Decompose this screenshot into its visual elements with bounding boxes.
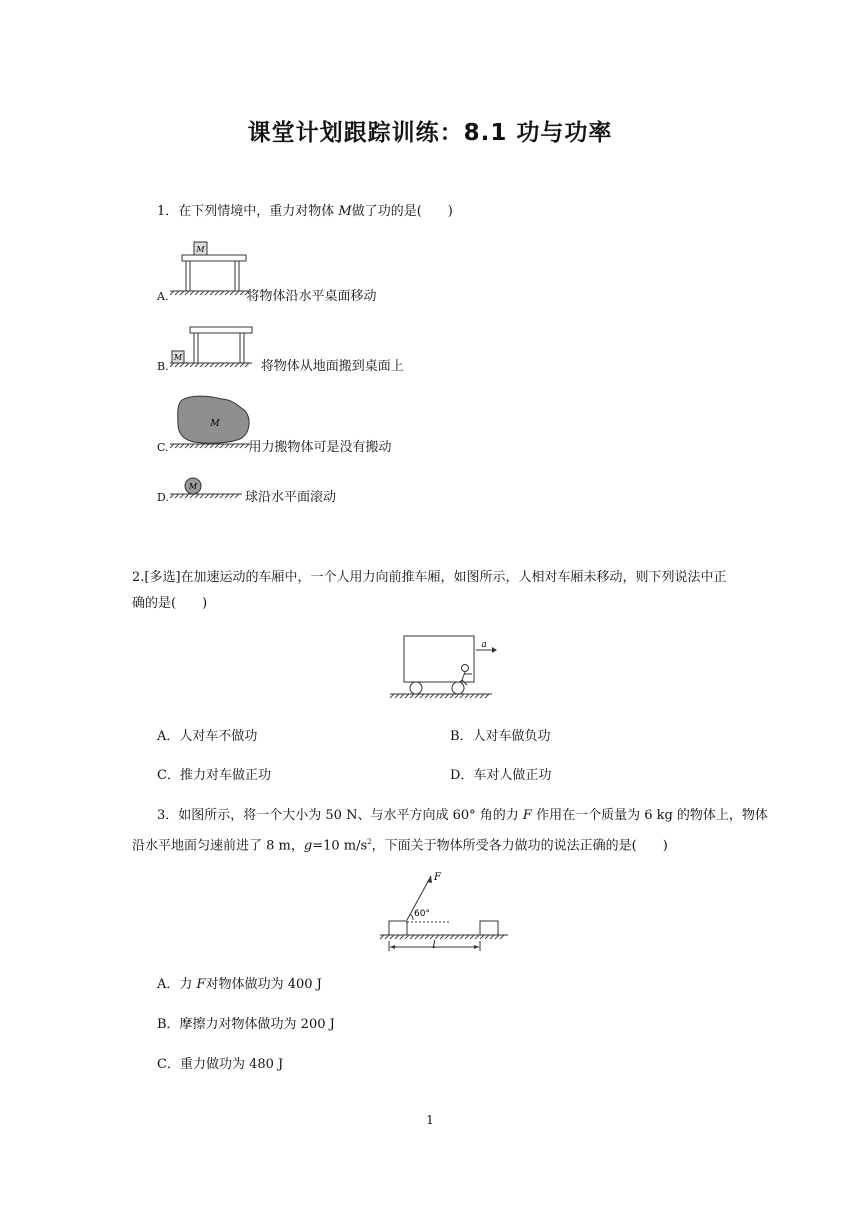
q2-option-b[interactable]: B．人对车做负功 [450,729,551,744]
q1-b-mass-label: M [173,353,183,362]
q1-option-c-text: 用力搬物体可是没有搬动 [248,440,392,455]
q1-option-b-text: 将物体从地面搬到桌面上 [256,359,404,374]
q3-option-b[interactable]: B．摩擦力对物体做功为 200 J [157,1017,335,1032]
q1-stem-post: 做了功的是( ) [351,204,453,219]
q3-stem-line2-sup: 2 [367,838,372,846]
q3-stem-line2-a: 沿水平地面匀速前进了 8 m， [132,838,304,854]
q3-option-a-var: F [196,977,206,992]
q1-option-b-label: B. [157,360,169,373]
q1-option-d[interactable] [157,490,336,506]
q1-option-b[interactable] [157,359,404,375]
q2-option-a[interactable]: A．人对车不做功 [157,729,258,744]
q1-option-a-label: A. [157,290,169,303]
q1-option-d-text: 球沿水平面滚动 [244,490,336,505]
q2-stem-line2: 确的是( ) [132,596,208,611]
q3-figure-force-diagram [376,868,512,954]
q1-d-mass-label: M [188,482,198,491]
q2-acceleration-label: a [481,640,487,650]
q1-option-c[interactable] [157,440,392,456]
q3-stem-line2-b: =10 m/s [312,838,368,854]
page-number: 1 [426,1113,434,1127]
q1-stem [157,204,453,220]
q1-option-a[interactable] [157,289,376,305]
q3-option-c[interactable]: C．重力做功为 480 J [157,1057,284,1072]
q3-angle-label: 60° [414,909,430,919]
q1-stem-pre: 1．在下列情境中，重力对物体 [157,204,339,219]
q3-stem-line1-var: F [522,808,532,823]
q3-stem-line1-a: 3．如图所示，将一个大小为 50 N、与水平方向成 60° 角的力 [157,808,523,823]
q3-option-a-post: 对物体做功为 400 J [205,977,322,992]
q2-option-d[interactable]: D．车对人做正功 [450,768,552,783]
q3-distance-label: l [432,940,436,951]
q1-c-mass-label: M [210,419,220,429]
q1-option-d-label: D. [157,491,169,504]
q3-option-a-pre: A．力 [157,977,197,992]
q3-stem-line1 [157,808,768,824]
q1-stem-var: M [338,204,352,219]
q1-option-a-text: 将物体沿水平桌面移动 [246,289,377,304]
q3-stem-line2-c: ，下面关于物体所受各力做功的说法正确的是( ) [371,838,668,854]
q2-stem-line1: 2.[多选]在加速运动的车厢中，一个人用力向前推车厢，如图所示，人相对车厢未移动，则下列说法中正 [132,570,727,585]
q2-figure-train-car [386,632,502,704]
q3-option-a[interactable] [157,977,322,993]
q1-a-mass-label: M [196,245,205,254]
q3-stem-line1-b: 作用在一个质量为 6 kg 的物体上，物体 [531,808,768,823]
q2-option-c[interactable]: C．推力对车做正功 [157,768,271,783]
page-title: 课堂计划跟踪训练：8.1 功与功率 [247,120,613,146]
q3-force-label: F [434,872,441,883]
q3-stem-line2-var: g [303,838,313,854]
q3-stem-line2 [132,834,668,854]
q1-option-c-label: C. [157,441,169,454]
